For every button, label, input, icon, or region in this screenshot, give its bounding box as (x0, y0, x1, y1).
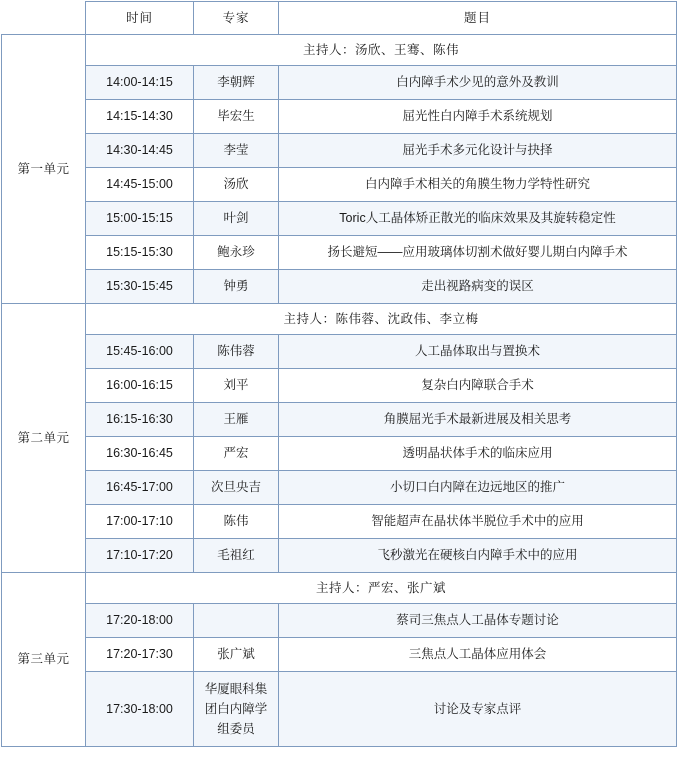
time-cell: 14:45-15:00 (86, 168, 194, 202)
time-cell: 17:10-17:20 (86, 539, 194, 573)
table-row (2, 236, 677, 270)
title-cell: 白内障手术相关的角膜生物力学特性研究 (279, 168, 677, 202)
host-row (2, 573, 677, 604)
expert-cell: 鲍永珍 (194, 236, 279, 270)
expert-cell: 严宏 (194, 437, 279, 471)
expert-cell: 毕宏生 (194, 100, 279, 134)
expert-cell: 李朝辉 (194, 66, 279, 100)
expert-name-line: 团白内障学 (204, 702, 268, 716)
time-cell: 17:20-17:30 (86, 638, 194, 672)
title-cell: 三焦点人工晶体应用体会 (279, 638, 677, 672)
table-row (2, 369, 677, 403)
time-cell: 15:30-15:45 (86, 270, 194, 304)
table-row (2, 335, 677, 369)
time-cell: 17:00-17:10 (86, 505, 194, 539)
title-cell: 讨论及专家点评 (279, 672, 677, 747)
time-cell: 15:15-15:30 (86, 236, 194, 270)
table-row (2, 100, 677, 134)
time-cell: 16:45-17:00 (86, 471, 194, 505)
time-cell: 17:20-18:00 (86, 604, 194, 638)
time-cell: 17:30-18:00 (86, 672, 194, 747)
unit-cell: 第一单元 (2, 35, 86, 304)
expert-cell: 叶剑 (194, 202, 279, 236)
table-row (2, 437, 677, 471)
title-cell: 角膜屈光手术最新进展及相关思考 (279, 403, 677, 437)
time-cell: 15:00-15:15 (86, 202, 194, 236)
time-cell: 15:45-16:00 (86, 335, 194, 369)
header-row (2, 2, 677, 35)
conference-schedule-table (1, 1, 677, 747)
header-cell-time: 时间 (86, 2, 194, 35)
expert-cell (194, 672, 279, 747)
title-cell: 走出视路病变的误区 (279, 270, 677, 304)
expert-cell: 钟勇 (194, 270, 279, 304)
host-label: 主持人：陈伟蓉、沈政伟、李立梅 (86, 304, 677, 335)
title-cell: 屈光手术多元化设计与抉择 (279, 134, 677, 168)
table-header (2, 2, 677, 35)
table-row (2, 403, 677, 437)
time-cell: 16:15-16:30 (86, 403, 194, 437)
table-row (2, 168, 677, 202)
expert-cell: 汤欣 (194, 168, 279, 202)
header-cell-title: 题目 (279, 2, 677, 35)
title-cell: 蔡司三焦点人工晶体专题讨论 (279, 604, 677, 638)
unit-cell: 第三单元 (2, 573, 86, 747)
expert-name-line: 华厦眼科集 (204, 682, 268, 696)
table-row (2, 66, 677, 100)
header-cell-expert: 专家 (194, 2, 279, 35)
title-cell: 屈光性白内障手术系统规划 (279, 100, 677, 134)
expert-cell: 李莹 (194, 134, 279, 168)
header-cell-blank (2, 2, 86, 35)
title-cell: 小切口白内障在边远地区的推广 (279, 471, 677, 505)
expert-cell: 陈伟 (194, 505, 279, 539)
title-cell: 复杂白内障联合手术 (279, 369, 677, 403)
host-label: 主持人：严宏、张广斌 (86, 573, 677, 604)
host-row (2, 35, 677, 66)
table-row (2, 270, 677, 304)
title-cell: 扬长避短——应用玻璃体切割术做好婴儿期白内障手术 (279, 236, 677, 270)
table-body (2, 35, 677, 747)
expert-cell: 刘平 (194, 369, 279, 403)
time-cell: 14:00-14:15 (86, 66, 194, 100)
table-row (2, 471, 677, 505)
expert-cell: 陈伟蓉 (194, 335, 279, 369)
title-cell: 飞秒激光在硬核白内障手术中的应用 (279, 539, 677, 573)
expert-name-multiline (194, 675, 278, 743)
title-cell: 白内障手术少见的意外及教训 (279, 66, 677, 100)
time-cell: 14:15-14:30 (86, 100, 194, 134)
time-cell: 14:30-14:45 (86, 134, 194, 168)
title-cell: Toric人工晶体矫正散光的临床效果及其旋转稳定性 (279, 202, 677, 236)
time-cell: 16:00-16:15 (86, 369, 194, 403)
table-row (2, 505, 677, 539)
table-row (2, 134, 677, 168)
expert-cell: 毛祖红 (194, 539, 279, 573)
host-row (2, 304, 677, 335)
table-row (2, 604, 677, 638)
title-cell: 人工晶体取出与置换术 (279, 335, 677, 369)
expert-cell (194, 604, 279, 638)
time-cell: 16:30-16:45 (86, 437, 194, 471)
expert-name-line: 组委员 (217, 722, 255, 736)
expert-cell: 张广斌 (194, 638, 279, 672)
table-row (2, 202, 677, 236)
expert-cell: 王雁 (194, 403, 279, 437)
title-cell: 透明晶状体手术的临床应用 (279, 437, 677, 471)
table-row (2, 672, 677, 747)
unit-cell: 第二单元 (2, 304, 86, 573)
title-cell: 智能超声在晶状体半脱位手术中的应用 (279, 505, 677, 539)
schedule-container (0, 1, 677, 747)
table-row (2, 539, 677, 573)
expert-cell: 次旦央吉 (194, 471, 279, 505)
host-label: 主持人：汤欣、王骞、陈伟 (86, 35, 677, 66)
table-row (2, 638, 677, 672)
